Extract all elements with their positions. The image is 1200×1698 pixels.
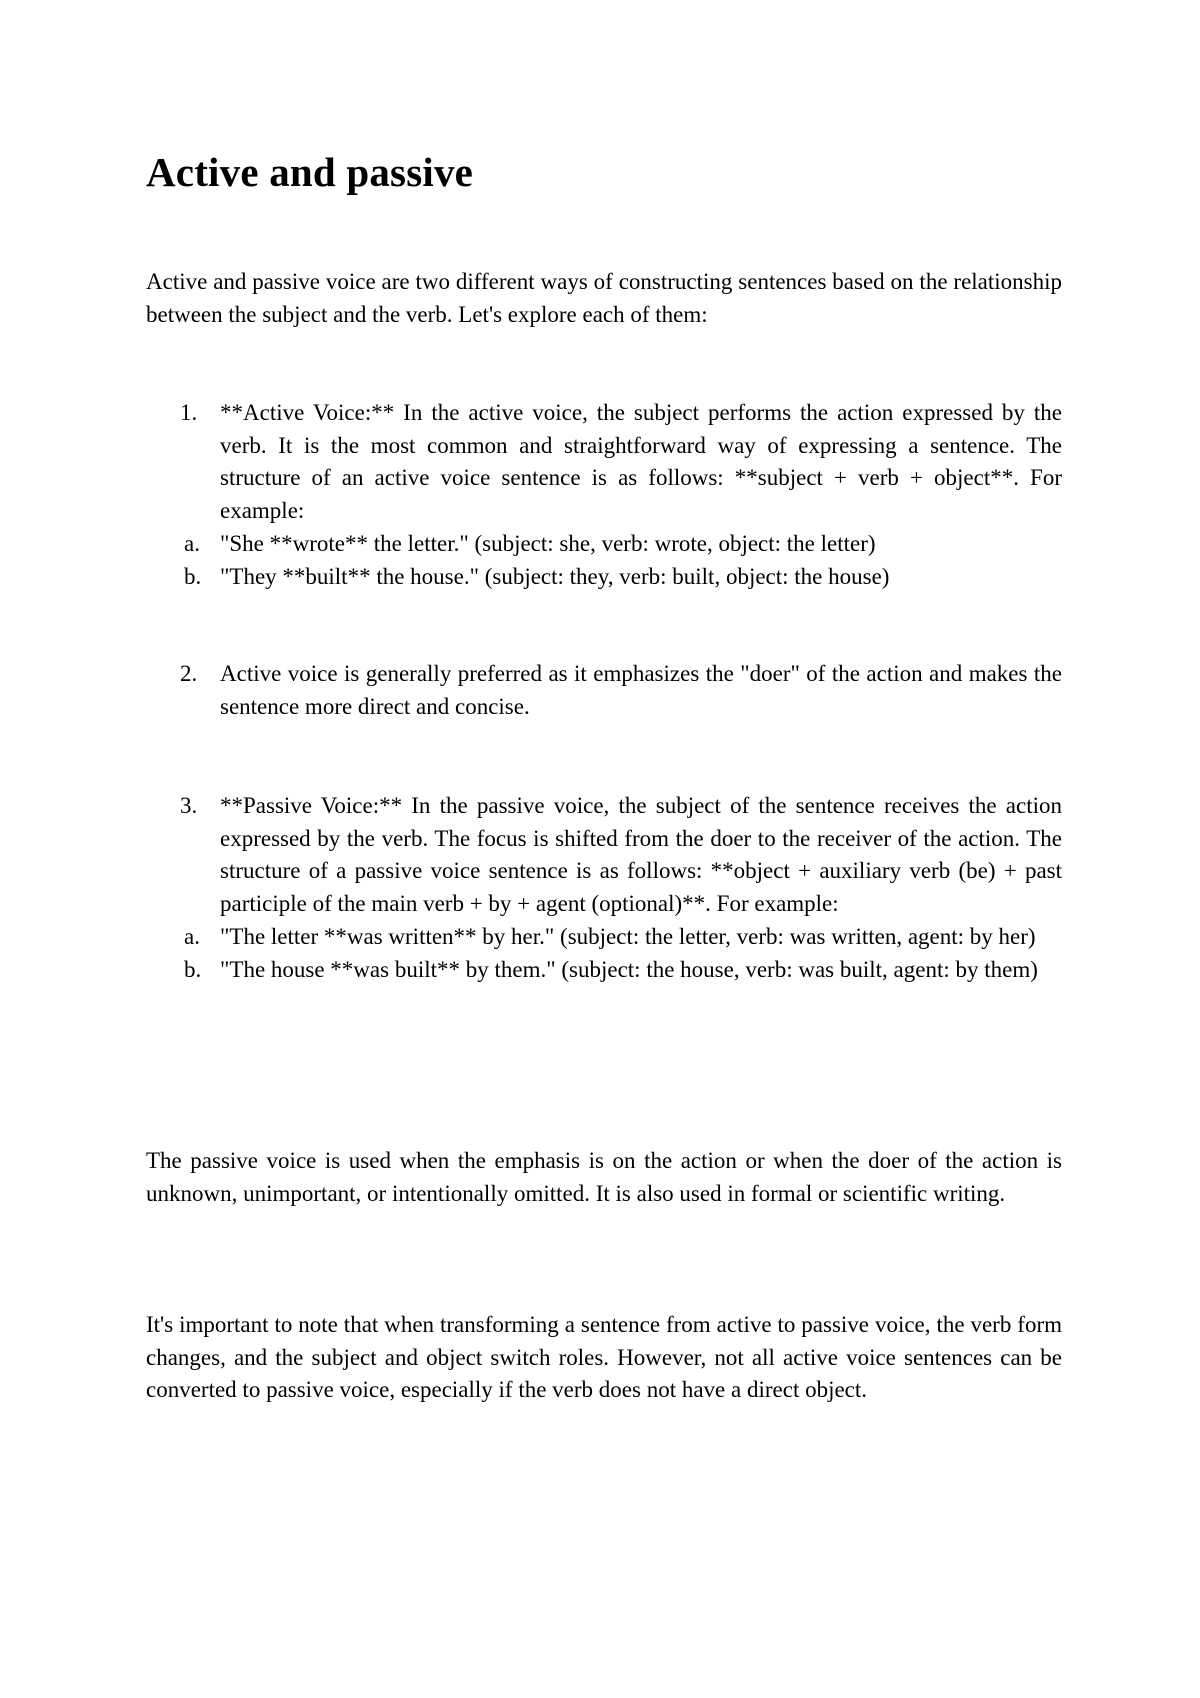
list-item-text: **Passive Voice:** In the passive voice, the subject of the sentence receives the action expressed by the verb. The focus is shifted from the doer to the receiver of the action. The structure of a passive voice sentence is as follows: **object + auxiliary verb (be) + past participle of the main verb + by + agent (optional)**. For example: xyxy=(220,793,1062,917)
example-list xyxy=(146,528,1062,593)
passive-usage-paragraph: The passive voice is used when the emphasis is on the action or when the doer of the action is unknown, unimportant, or intentionally omitted. It is also used in formal or scientific writing. xyxy=(146,1148,1062,1206)
list-item-passive-voice xyxy=(146,790,1062,986)
list-marker: 3. xyxy=(180,793,198,818)
sub-list-marker: a. xyxy=(184,923,200,949)
example-list xyxy=(146,921,1062,986)
example-text: "She **wrote** the letter." (subject: she, verb: wrote, object: the letter) xyxy=(220,530,876,556)
example-text: "They **built** the house." (subject: they, verb: built, object: the house) xyxy=(220,563,890,589)
example-item xyxy=(184,954,1062,987)
intro-paragraph: Active and passive voice are two different ways of constructing sentences based on the relationship between the subject and the verb. Let's explore each of them: xyxy=(146,269,1062,327)
list-marker: 1. xyxy=(180,400,198,425)
list-marker: 2. xyxy=(180,661,198,686)
sub-list-marker: a. xyxy=(184,530,200,556)
list-item-text: Active voice is generally preferred as it emphasizes the "doer" of the action and makes the sentence more direct and concise. xyxy=(220,661,1062,719)
list-item-active-voice xyxy=(146,397,1062,593)
example-item xyxy=(184,561,1062,594)
example-item xyxy=(184,921,1062,954)
conversion-note-paragraph: It's important to note that when transforming a sentence from active to passive voice, the verb form changes, and the subject and object switch roles. However, not all active voice sentences can be converted to passive voice, especially if the verb does not have a direct object. xyxy=(146,1312,1062,1403)
example-text: "The letter **was written** by her." (subject: the letter, verb: was written, agent: by her) xyxy=(220,923,1036,949)
list-item-active-preference xyxy=(146,658,1062,723)
sub-list-marker: b. xyxy=(184,956,202,982)
list-item-text: **Active Voice:** In the active voice, the subject performs the action expressed by the verb. It is the most common and straightforward way of expressing a sentence. The structure of an active voice sentence is as follows: **subject + verb + object**. For example: xyxy=(220,400,1062,524)
example-item xyxy=(184,528,1062,561)
sub-list-marker: b. xyxy=(184,563,202,589)
document-title: Active and passive xyxy=(146,149,474,195)
example-text: "The house **was built** by them." (subject: the house, verb: was built, agent: by them) xyxy=(220,956,1038,982)
